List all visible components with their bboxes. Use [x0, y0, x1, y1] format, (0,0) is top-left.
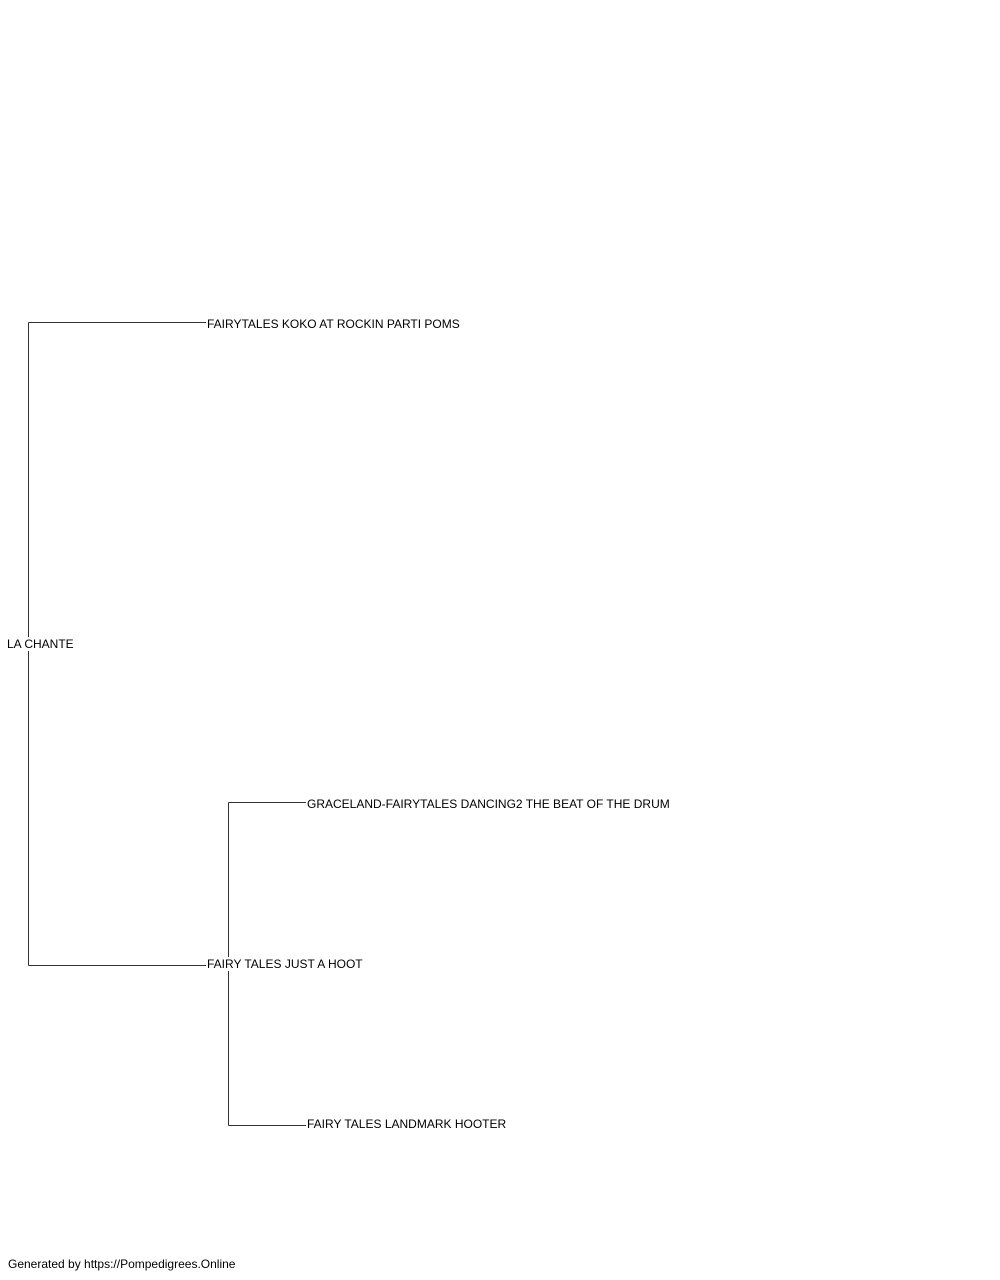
subject-dog-name: LA CHANTE [7, 637, 74, 651]
generated-by-footer: Generated by https://Pompedigrees.Online [8, 1257, 236, 1271]
sire-name: FAIRYTALES KOKO AT ROCKIN PARTI POMS [207, 317, 460, 331]
dam-name: FAIRY TALES JUST A HOOT [207, 957, 363, 971]
dam-sire-name: GRACELAND-FAIRYTALES DANCING2 THE BEAT OF THE DRUM [307, 797, 670, 811]
dam-dam-name: FAIRY TALES LANDMARK HOOTER [307, 1117, 507, 1131]
